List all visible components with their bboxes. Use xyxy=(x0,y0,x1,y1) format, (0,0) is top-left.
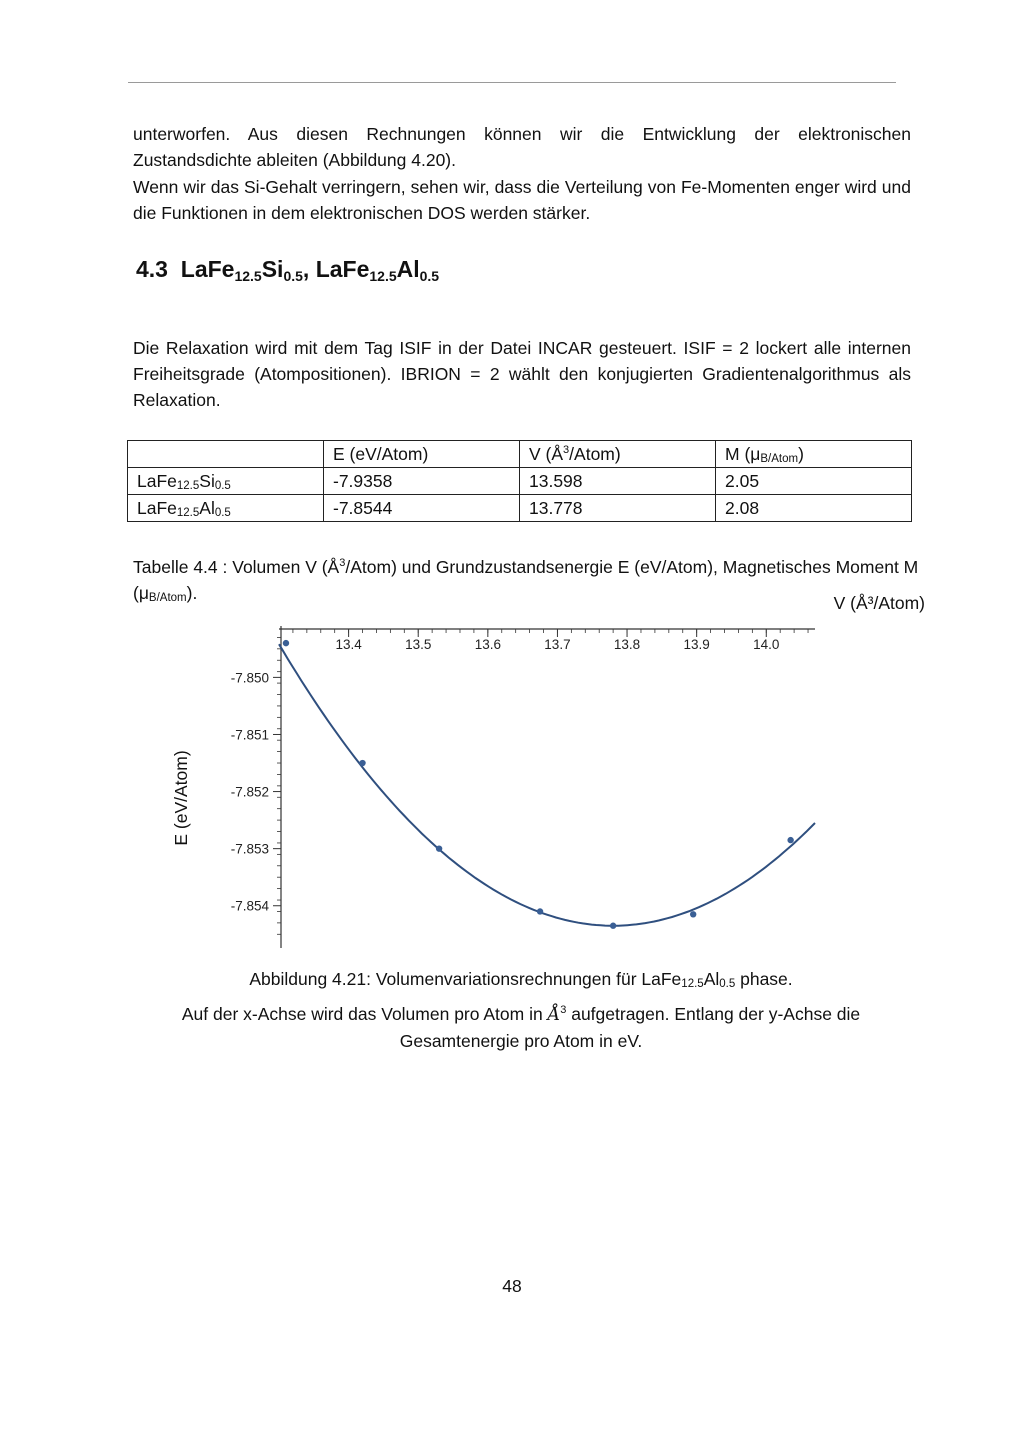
table-header-e: E (eV/Atom) xyxy=(324,441,520,468)
table-cell-m: 2.05 xyxy=(716,468,912,495)
table-caption: Tabelle 4.4 : Volumen V $(Å^3/Atom)$ und Grundzustandsenergie E (eV/Atom), Magnetisches Moment M $(\mu_{B/Atom})$. xyxy=(133,556,919,604)
x-tick-label: 13.6 xyxy=(474,637,501,652)
data-point xyxy=(283,640,289,646)
table-header-row xyxy=(128,441,912,468)
figure-caption: Abbildung 4.21: Volumenvariationsrechnungen für $LaFe_{12.5}Al_{0.5}$ phase. Auf der x-Achse wird das Volumen pro Atom in $Å^3$ aufgetragen. Entlang der y-Achse die Gesamtenergie pro Atom in eV. xyxy=(181,969,861,1051)
table-cell xyxy=(128,441,324,468)
x-tick-label: 13.4 xyxy=(335,637,362,652)
y-tick-label: -7.851 xyxy=(230,727,269,743)
data-point xyxy=(537,908,543,914)
table-header-m: M $(\mu_{B/Atom})$ xyxy=(716,441,912,468)
data-point xyxy=(787,837,793,843)
energy-volume-chart xyxy=(160,588,940,966)
data-point xyxy=(359,760,365,766)
fit-curve xyxy=(279,644,815,926)
y-tick-label: -7.853 xyxy=(230,841,269,857)
table-cell-compound: $LaFe_{12.5}Si_{0.5}$ xyxy=(128,468,324,495)
table-cell-v: 13.598 xyxy=(520,468,716,495)
data-point xyxy=(690,911,696,917)
table-cell-e: -7.9358 xyxy=(324,468,520,495)
table-row xyxy=(128,468,912,495)
x-tick-label: 13.7 xyxy=(544,637,571,652)
paragraph-1: unterworfen. Aus diesen Rechnungen können wir die Entwicklung der elektronischen Zustandsdichte ableiten (Abbildung 4.20). xyxy=(133,124,911,170)
paragraph-3: Die Relaxation wird mit dem Tag ISIF in der Datei INCAR gesteuert. ISIF = 2 lockert alle internen Freiheitsgrade (Atompositionen). IBRION = 2 wählt den konjugierten Gradientenalgorithmus als Relaxation. xyxy=(133,338,911,410)
header-rule xyxy=(128,82,896,83)
table-cell-compound: $LaFe_{12.5}Al_{0.5}$ xyxy=(128,495,324,522)
table-row xyxy=(128,495,912,522)
y-axis-label: E (eV/Atom) xyxy=(171,750,191,846)
y-tick-label: -7.854 xyxy=(230,898,269,914)
x-tick-label: 13.9 xyxy=(683,637,710,652)
results-table xyxy=(127,440,912,522)
table-cell-m: 2.08 xyxy=(716,495,912,522)
x-tick-label: 13.8 xyxy=(613,637,641,652)
table-header-v: V $(Å^3/Atom)$ xyxy=(520,441,716,468)
table-cell-v: 13.778 xyxy=(520,495,716,522)
data-point xyxy=(436,845,442,851)
x-tick-label: 13.5 xyxy=(405,637,432,652)
page-number: 48 xyxy=(502,1276,522,1296)
x-tick-label: 14.0 xyxy=(753,637,780,652)
paragraph-2: Wenn wir das Si-Gehalt verringern, sehen wir, dass die Verteilung von Fe-Momenten enger wird und die Funktionen in dem elektronischen DOS werden stärker. xyxy=(133,177,911,223)
data-point xyxy=(610,923,616,929)
section-heading: 4.3 $LaFe_{12.5}Si_{0.5}$, $LaFe_{12.5}Al_{0.5}$ xyxy=(136,256,440,284)
y-tick-label: -7.852 xyxy=(230,784,269,800)
x-axis-label: V (Å³/Atom) xyxy=(833,593,925,613)
y-tick-label: -7.850 xyxy=(230,670,269,686)
table-cell-e: -7.8544 xyxy=(324,495,520,522)
